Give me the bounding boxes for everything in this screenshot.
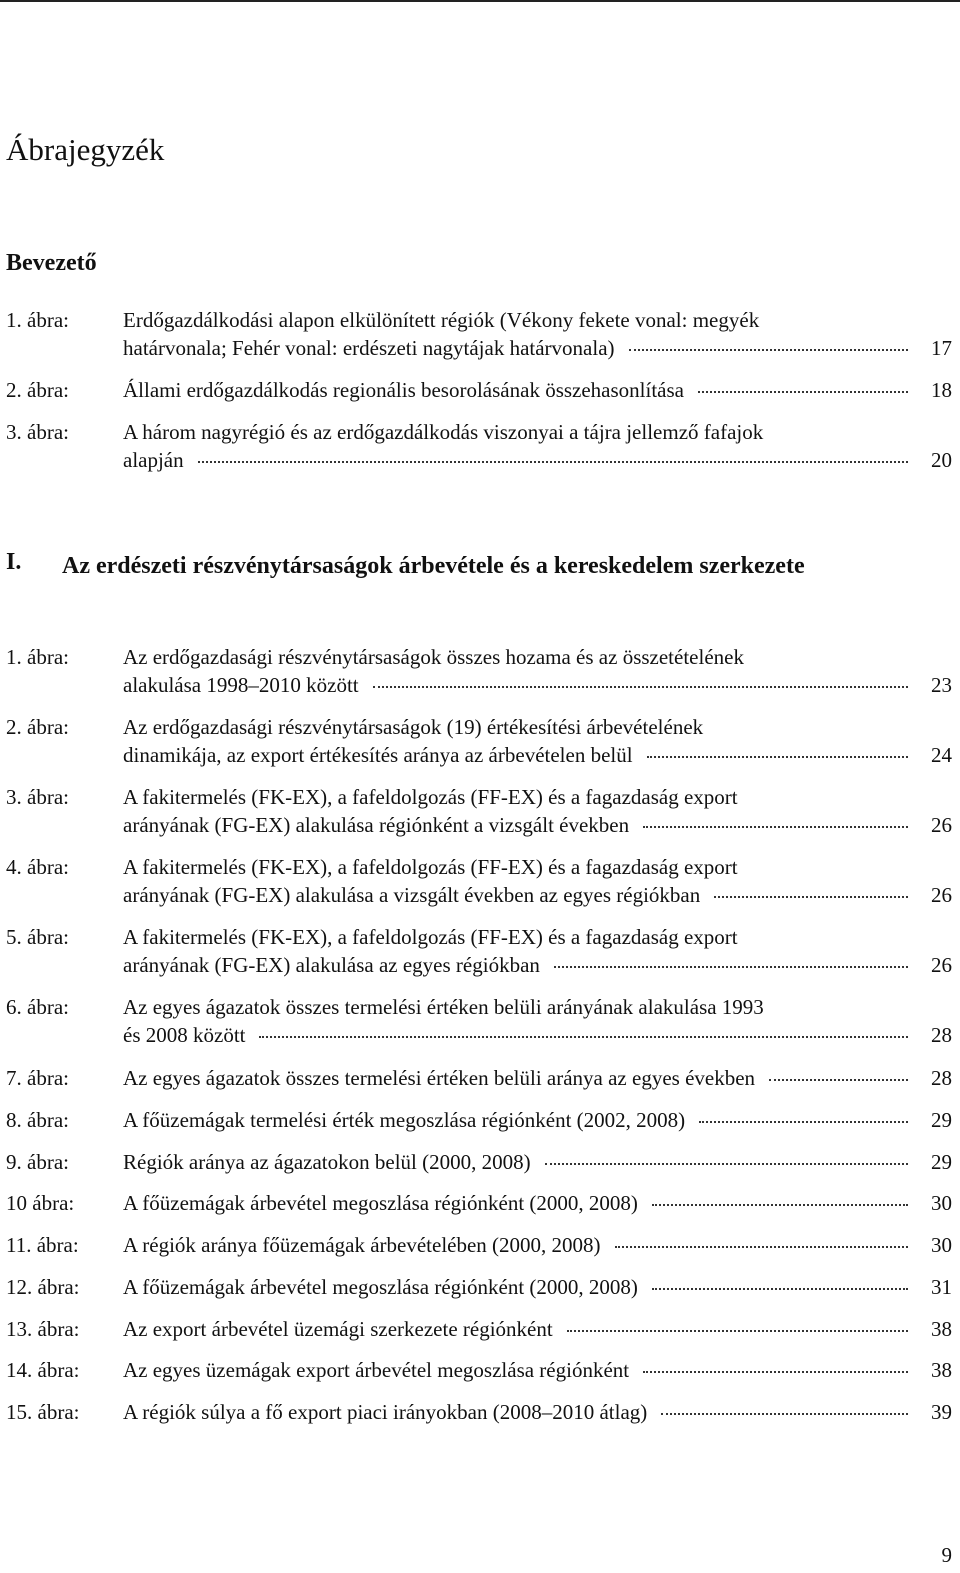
caption-text: A fakitermelés (FK-EX), a fafeldolgozás (FF-EX) és a fagazdaság export <box>123 855 738 879</box>
page-number: 9 <box>941 1543 952 1567</box>
dot-leader <box>647 756 908 758</box>
figure-number: 3. ábra: <box>6 420 69 444</box>
caption-text: A három nagyrégió és az erdőgazdálkodás viszonyai a tájra jellemző fafajok <box>123 420 764 444</box>
figure-caption <box>123 1064 918 1092</box>
figure-entry[interactable] <box>6 783 952 839</box>
caption-text: határvonala; Fehér vonal: erdészeti nagytájak határvonala) <box>123 336 615 360</box>
figure-number: 14. ábra: <box>6 1358 80 1382</box>
dot-leader <box>643 826 908 828</box>
figure-page-number: 26 <box>931 883 952 907</box>
figure-caption <box>123 1315 918 1343</box>
dot-leader <box>698 391 908 393</box>
caption-line <box>123 853 918 881</box>
dot-leader <box>661 1413 908 1415</box>
dot-leader <box>714 896 908 898</box>
dot-leader <box>373 686 908 688</box>
figure-caption <box>123 713 918 769</box>
caption-text: Régiók aránya az ágazatokon belül (2000, 2008) <box>123 1150 531 1174</box>
caption-text: alakulása 1998–2010 között <box>123 673 359 697</box>
figure-entry[interactable] <box>6 923 952 979</box>
figure-entry[interactable] <box>6 643 952 699</box>
caption-line <box>123 1315 918 1343</box>
caption-line <box>123 1231 918 1259</box>
dot-leader <box>545 1163 908 1165</box>
figure-caption <box>123 418 918 474</box>
figure-page-number: 30 <box>931 1233 952 1257</box>
figure-caption <box>123 643 918 699</box>
figure-page-number: 29 <box>931 1108 952 1132</box>
caption-line <box>123 741 918 769</box>
figure-caption <box>123 783 918 839</box>
dot-leader <box>629 349 908 351</box>
caption-line <box>123 881 918 909</box>
caption-text: A főüzemágak árbevétel megoszlása régiónként (2000, 2008) <box>123 1191 638 1215</box>
figure-page-number: 26 <box>931 953 952 977</box>
caption-line <box>123 1106 918 1134</box>
caption-line <box>123 1356 918 1384</box>
caption-text: Állami erdőgazdálkodás regionális besorolásának összehasonlítása <box>123 378 684 402</box>
section-heading-introduction <box>6 250 97 277</box>
figure-number: 13. ábra: <box>6 1317 80 1341</box>
caption-line <box>123 1064 918 1092</box>
figure-caption <box>123 1398 918 1426</box>
figure-page-number: 39 <box>931 1400 952 1424</box>
figure-entry[interactable] <box>6 1189 952 1217</box>
figure-caption <box>123 1356 918 1384</box>
figure-number: 5. ábra: <box>6 925 69 949</box>
caption-text: A régiók aránya főüzemágak árbevételében (2000, 2008) <box>123 1233 601 1257</box>
figure-page-number: 18 <box>931 378 952 402</box>
caption-line <box>123 1189 918 1217</box>
caption-line <box>123 306 918 334</box>
figure-caption <box>123 1148 918 1176</box>
figure-number: 10 ábra: <box>6 1191 75 1215</box>
figure-caption <box>123 923 918 979</box>
figure-number: 11. ábra: <box>6 1233 79 1257</box>
dot-leader <box>567 1330 908 1332</box>
figure-entry[interactable] <box>6 1356 952 1384</box>
figure-caption <box>123 1189 918 1217</box>
caption-line <box>123 811 918 839</box>
figure-page-number: 23 <box>931 673 952 697</box>
top-rule <box>0 0 960 2</box>
figure-page-number: 30 <box>931 1191 952 1215</box>
figure-number: 15. ábra: <box>6 1400 80 1424</box>
caption-text: arányának (FG-EX) alakulása régiónként a vizsgált években <box>123 813 630 837</box>
caption-text: Az erdőgazdasági részvénytársaságok összes hozama és az összetételének <box>123 645 744 669</box>
caption-line <box>123 1021 918 1049</box>
figure-page-number: 24 <box>931 743 952 767</box>
figure-entry[interactable] <box>6 1106 952 1134</box>
figure-entry[interactable] <box>6 1273 952 1301</box>
figure-entry[interactable] <box>6 1315 952 1343</box>
dot-leader <box>615 1246 908 1248</box>
caption-text: Az egyes ágazatok összes termelési értéken belüli arányának alakulása 1993 <box>123 995 764 1019</box>
caption-text: arányának (FG-EX) alakulása az egyes régiókban <box>123 953 540 977</box>
caption-text: dinamikája, az export értékesítés aránya az árbevételen belül <box>123 743 633 767</box>
figure-caption <box>123 1273 918 1301</box>
figure-number: 1. ábra: <box>6 308 69 332</box>
dot-leader <box>652 1204 908 1206</box>
figure-page-number: 26 <box>931 813 952 837</box>
caption-text: A fakitermelés (FK-EX), a fafeldolgozás (FF-EX) és a fagazdaság export <box>123 925 738 949</box>
figure-page-number: 29 <box>931 1150 952 1174</box>
figure-number: 9. ábra: <box>6 1150 69 1174</box>
caption-text: alapján <box>123 448 184 472</box>
dot-leader <box>259 1036 908 1038</box>
caption-text: Az export árbevétel üzemági szerkezete régiónként <box>123 1317 553 1341</box>
section-heading-number: I. <box>6 549 22 575</box>
caption-line <box>123 993 918 1021</box>
figure-number: 7. ábra: <box>6 1066 69 1090</box>
figure-page-number: 20 <box>931 448 952 472</box>
caption-text: Az egyes ágazatok összes termelési értéken belüli aránya az egyes években <box>123 1066 756 1090</box>
figure-number: 8. ábra: <box>6 1108 69 1132</box>
caption-text: Erdőgazdálkodási alapon elkülönített régiók (Vékony fekete vonal: megyék <box>123 308 760 332</box>
caption-line <box>123 418 918 446</box>
caption-text: és 2008 között <box>123 1023 246 1047</box>
figure-entry[interactable] <box>6 713 952 769</box>
figure-entry[interactable] <box>6 853 952 909</box>
figure-page-number: 38 <box>931 1317 952 1341</box>
figure-caption <box>123 306 918 362</box>
figure-page-number: 17 <box>931 336 952 360</box>
figure-caption <box>123 1106 918 1134</box>
caption-line <box>123 713 918 741</box>
caption-line <box>123 923 918 951</box>
page-title: Ábrajegyzék <box>6 132 165 167</box>
caption-text: Az egyes üzemágak export árbevétel megoszlása régiónként <box>123 1358 630 1382</box>
section-heading-text: Bevezető <box>6 250 97 276</box>
figure-entry[interactable] <box>6 993 952 1049</box>
figure-page-number: 28 <box>931 1066 952 1090</box>
figure-page-number: 28 <box>931 1023 952 1047</box>
dot-leader <box>652 1288 908 1290</box>
section-heading-text: Az erdészeti részvénytársaságok árbevétele és a kereskedelem szerkezete <box>62 553 805 579</box>
caption-line <box>123 446 918 474</box>
figure-entry[interactable] <box>6 1398 952 1426</box>
figure-entry[interactable] <box>6 376 952 404</box>
figure-number: 12. ábra: <box>6 1275 80 1299</box>
caption-line <box>123 376 918 404</box>
figure-number: 2. ábra: <box>6 715 69 739</box>
caption-line <box>123 643 918 671</box>
caption-text: Az erdőgazdasági részvénytársaságok (19) értékesítési árbevételének <box>123 715 704 739</box>
caption-line <box>123 1398 918 1426</box>
figure-number: 2. ábra: <box>6 378 69 402</box>
caption-text: A főüzemágak árbevétel megoszlása régiónként (2000, 2008) <box>123 1275 638 1299</box>
caption-line <box>123 1273 918 1301</box>
figure-caption <box>123 853 918 909</box>
section-heading-chapter-1 <box>6 549 892 584</box>
figure-caption <box>123 993 918 1049</box>
figure-number: 4. ábra: <box>6 855 69 879</box>
figure-entry[interactable] <box>6 418 952 474</box>
figure-page-number: 31 <box>931 1275 952 1299</box>
figure-caption <box>123 1231 918 1259</box>
figure-entry[interactable] <box>6 306 952 362</box>
caption-line <box>123 671 918 699</box>
dot-leader <box>643 1371 908 1373</box>
figure-entry[interactable] <box>6 1231 952 1259</box>
figure-number: 6. ábra: <box>6 995 69 1019</box>
figure-number: 3. ábra: <box>6 785 69 809</box>
dot-leader <box>554 966 908 968</box>
dot-leader <box>198 461 908 463</box>
figure-number: 1. ábra: <box>6 645 69 669</box>
figure-caption <box>123 376 918 404</box>
figure-page-number: 38 <box>931 1358 952 1382</box>
caption-text: arányának (FG-EX) alakulása a vizsgált években az egyes régiókban <box>123 883 701 907</box>
dot-leader <box>769 1079 908 1081</box>
figure-entry[interactable] <box>6 1064 952 1092</box>
caption-text: A fakitermelés (FK-EX), a fafeldolgozás (FF-EX) és a fagazdaság export <box>123 785 738 809</box>
caption-line <box>123 1148 918 1176</box>
dot-leader <box>699 1121 908 1123</box>
figure-entry[interactable] <box>6 1148 952 1176</box>
caption-line <box>123 951 918 979</box>
caption-text: A régiók súlya a fő export piaci irányokban (2008–2010 átlag) <box>123 1400 648 1424</box>
caption-line <box>123 334 918 362</box>
caption-line <box>123 783 918 811</box>
caption-text: A főüzemágak termelési érték megoszlása régiónként (2002, 2008) <box>123 1108 686 1132</box>
